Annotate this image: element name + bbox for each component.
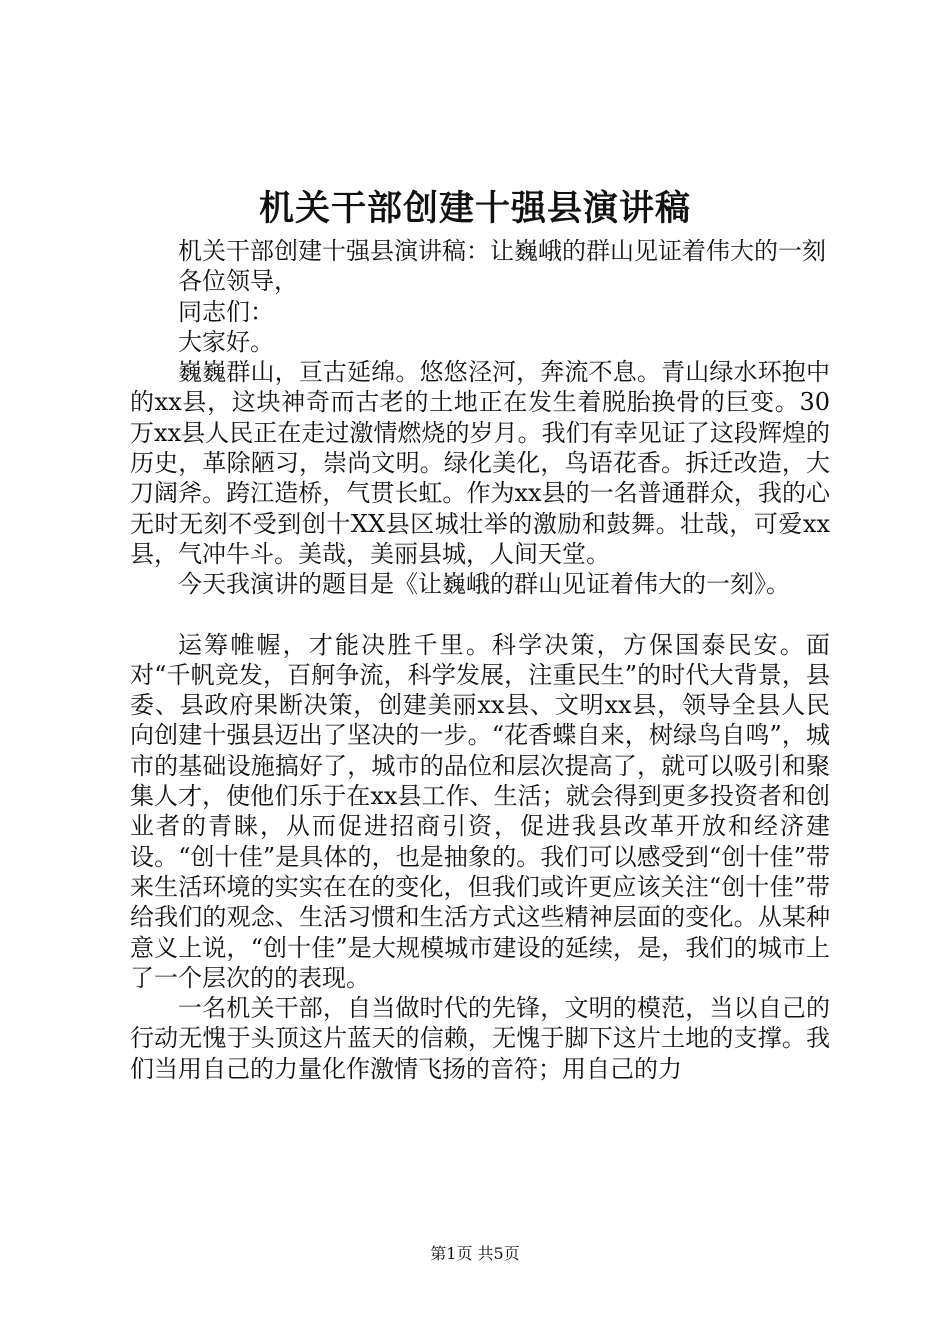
paragraph-decision: 运筹帷幄，才能决胜千里。科学决策，方保国泰民安。面对“千帆竞发，百舸争流，科学发展，注重民生”的时代大背景，县委、县政府果断决策，创建美丽xx县、文明xx县，领导全县人民向创建十强县迈出了坚决的一步。“花香蝶自来，树绿鸟自鸣”，城市的基础设施搞好了，城市的品位和层次提高了，就可以吸引和聚集人才，使他们乐于在xx县工作、生活；就会得到更多投资者和创业者的青睐，从而促进招商引资，促进我县改革开放和经济建设。“创十佳”是具体的，也是抽象的。我们可以感受到“创十佳”带来生活环境的实实在在的变化，但我们或许更应该关注“创十佳”带给我们的观念、生活习惯和生活方式这些精神层面的变化。从某种意义上说，“创十佳”是大规模城市建设的延续，是，我们的城市上了一个层次的的表现。 xyxy=(130,630,830,992)
paragraph-salutation-leaders: 各位领导， xyxy=(178,267,298,296)
document-title: 机关干部创建十强县演讲稿 xyxy=(258,188,691,229)
paragraph-topic: 今天我演讲的题目是《让巍峨的群山见证着伟大的一刻》。 xyxy=(178,570,790,599)
paragraph-greeting: 大家好。 xyxy=(178,327,274,356)
paragraph-intro: 巍巍群山，亘古延绵。悠悠泾河，奔流不息。青山绿水环抱中的xx县，这块神奇而古老的土地正在发生着脱胎换骨的巨变。30万xx县人民正在走过激情燃烧的岁月。我们有幸见证了这段辉煌的历史，革除陋习，崇尚文明。绿化美化，鸟语花香。拆迁改造，大刀阔斧。跨江造桥，气贯长虹。作为xx县的一名普通群众，我的心无时无刻不受到创十XX县区城壮举的激励和鼓舞。壮哉，可爱xx县，气冲牛斗。美哉，美丽县城，人间天堂。 xyxy=(130,358,830,568)
paragraph-cadre: 一名机关干部，自当做时代的先锋，文明的模范，当以自己的行动无愧于头顶这片蓝天的信赖，无愧于脚下这片土地的支撑。我们当用自己的力量化作激情飞扬的音符；用自己的力 xyxy=(130,994,830,1083)
document-body xyxy=(130,236,830,1084)
page-footer: 第1页 共5页 xyxy=(430,1244,520,1263)
paragraph-subtitle: 机关干部创建十强县演讲稿：让巍峨的群山见证着伟大的一刻 xyxy=(178,237,826,265)
paragraph-salutation-comrades: 同志们： xyxy=(178,297,274,326)
